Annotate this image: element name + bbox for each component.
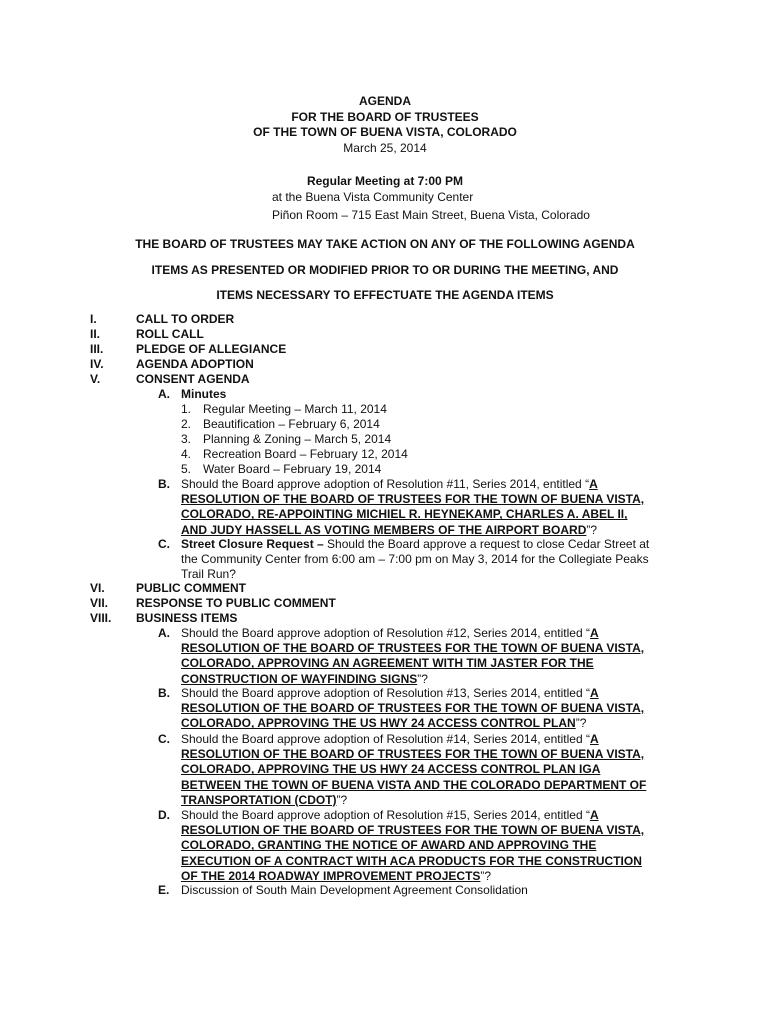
- resolution-title: RESOLUTION OF THE BOARD OF TRUSTEES FOR THE TOWN OF BUENA VISTA,: [181, 747, 645, 762]
- resolution-title: A: [589, 477, 598, 491]
- minutes-number: 4.: [181, 447, 192, 461]
- item-text: Trail Run?: [181, 567, 236, 582]
- minutes-item: Regular Meeting – March 11, 2014: [203, 402, 387, 416]
- item-text: Should the Board approve adoption of Resolution #12, Series 2014, entitled “: [181, 626, 590, 640]
- minutes-number: 3.: [181, 432, 192, 446]
- agenda-header: [0, 94, 770, 156]
- section-title-agenda-adoption: AGENDA ADOPTION: [136, 357, 254, 371]
- item-text: Should the Board approve adoption of Resolution #11, Series 2014, entitled “: [181, 477, 590, 491]
- item-letter: A.: [158, 387, 170, 401]
- header-agenda: AGENDA: [358, 94, 411, 108]
- notice-line-1: THE BOARD OF TRUSTEES MAY TAKE ACTION ON ANY OF THE FOLLOWING AGENDA: [135, 237, 635, 251]
- item-text: ”?: [336, 792, 348, 807]
- resolution-title: A: [589, 808, 599, 822]
- resolution-title: EXECUTION OF A CONTRACT WITH ACA PRODUCTS FOR THE CONSTRUCTION: [181, 853, 642, 868]
- item-text: the Community Center from 6:00 am – 7:00 pm on May 3, 2014 for the Collegiate Peaks: [181, 552, 649, 567]
- item-text: ”?: [417, 671, 428, 686]
- item-letter: C.: [158, 537, 170, 551]
- minutes-item: Water Board – February 19, 2014: [203, 462, 382, 476]
- section-title-public-comment: PUBLIC COMMENT: [136, 581, 246, 595]
- item-letter: B.: [158, 686, 170, 700]
- resolution-title: RESOLUTION OF THE BOARD OF TRUSTEES FOR THE TOWN OF BUENA VISTA,: [181, 701, 645, 716]
- item-text: ”?: [586, 522, 598, 537]
- resolution-title: BETWEEN THE TOWN OF BUENA VISTA AND THE COLORADO DEPARTMENT OF: [181, 777, 647, 792]
- consent-item-c: [181, 537, 677, 583]
- item-letter: A.: [158, 626, 170, 640]
- resolution-title: AND JUDY HASSELL AS VOTING MEMBERS OF THE AIRPORT BOARD: [181, 522, 587, 537]
- resolution-title: A: [589, 686, 599, 700]
- section-numeral: VIII.: [90, 611, 112, 625]
- business-item-b: [181, 686, 677, 732]
- resolution-title: COLORADO, APPROVING AN AGREEMENT WITH TIM JASTER FOR THE: [181, 656, 594, 671]
- resolution-title: RESOLUTION OF THE BOARD OF TRUSTEES FOR THE TOWN OF BUENA VISTA,: [181, 823, 645, 838]
- minutes-number: 5.: [181, 462, 192, 476]
- section-numeral: I.: [90, 312, 97, 326]
- resolution-title: COLORADO, APPROVING THE US HWY 24 ACCESS CONTROL PLAN: [181, 716, 576, 731]
- section-title-pledge: PLEDGE OF ALLEGIANCE: [136, 342, 287, 356]
- resolution-title: RESOLUTION OF THE BOARD OF TRUSTEES FOR THE TOWN OF BUENA VISTA,: [181, 492, 645, 507]
- section-numeral: II.: [90, 327, 101, 341]
- section-title-call-to-order: CALL TO ORDER: [136, 312, 235, 326]
- header-board: FOR THE BOARD OF TRUSTEES: [291, 109, 479, 124]
- section-numeral: IV.: [90, 357, 104, 371]
- business-item-e: Discussion of South Main Development Agreement Consolidation: [181, 883, 528, 897]
- resolution-title: OF THE 2014 ROADWAY IMPROVEMENT PROJECTS: [181, 868, 481, 883]
- item-text: Should the Board approve a request to close Cedar Street at: [323, 537, 650, 551]
- business-item-a: [181, 626, 677, 687]
- resolution-title: COLORADO, APPROVING THE US HWY 24 ACCESS CONTROL PLAN IGA: [181, 762, 601, 777]
- minutes-number: 1.: [181, 402, 192, 416]
- header-town: OF THE TOWN OF BUENA VISTA, COLORADO: [253, 125, 517, 139]
- section-numeral: VII.: [90, 596, 109, 610]
- business-item-c: [181, 732, 677, 808]
- venue-line-2: Piñon Room – 715 East Main Street, Buena Vista, Colorado: [272, 208, 590, 222]
- resolution-title: COLORADO, RE-APPOINTING MICHIEL R. HEYNEKAMP, CHARLES A. ABEL II,: [181, 507, 628, 522]
- section-title-roll-call: ROLL CALL: [136, 327, 204, 341]
- notice-line-2: ITEMS AS PRESENTED OR MODIFIED PRIOR TO OR DURING THE MEETING, AND: [151, 263, 619, 277]
- item-letter: B.: [158, 477, 170, 491]
- item-text: Should the Board approve adoption of Resolution #13, Series 2014, entitled “: [181, 686, 590, 700]
- resolution-title: COLORADO, GRANTING THE NOTICE OF AWARD AND APPROVING THE: [181, 838, 597, 853]
- resolution-title: A: [589, 732, 599, 746]
- item-letter: E.: [158, 883, 170, 897]
- resolution-title: CONSTRUCTION OF WAYFINDING SIGNS: [181, 671, 418, 686]
- business-item-d: [181, 808, 677, 884]
- minutes-item: Recreation Board – February 12, 2014: [203, 447, 408, 461]
- section-title-business-items: BUSINESS ITEMS: [136, 611, 238, 625]
- minutes-number: 2.: [181, 417, 192, 431]
- item-text: ”?: [480, 868, 492, 883]
- consent-item-b: [181, 477, 677, 538]
- section-title-response: RESPONSE TO PUBLIC COMMENT: [136, 596, 336, 610]
- resolution-title: A: [589, 626, 599, 640]
- minutes-item: Beautification – February 6, 2014: [203, 417, 380, 431]
- item-text: Should the Board approve adoption of Resolution #15, Series 2014, entitled “: [181, 808, 590, 822]
- item-heading: Street Closure Request –: [181, 537, 324, 551]
- section-numeral: V.: [90, 372, 101, 386]
- item-letter: C.: [158, 732, 170, 746]
- resolution-title: RESOLUTION OF THE BOARD OF TRUSTEES FOR THE TOWN OF BUENA VISTA,: [181, 641, 645, 656]
- header-date: March 25, 2014: [343, 140, 427, 155]
- item-letter: D.: [158, 808, 170, 822]
- item-text: ”?: [575, 716, 587, 731]
- notice-line-3: ITEMS NECESSARY TO EFFECTUATE THE AGENDA ITEMS: [216, 288, 554, 302]
- meeting-title: Regular Meeting at 7:00 PM: [306, 174, 464, 188]
- minutes-heading: Minutes: [181, 387, 227, 401]
- venue-line-1: at the Buena Vista Community Center: [272, 190, 474, 204]
- section-title-consent-agenda: CONSENT AGENDA: [136, 372, 250, 386]
- section-numeral: VI.: [90, 581, 105, 595]
- resolution-title: TRANSPORTATION (CDOT): [181, 792, 337, 807]
- item-text: Should the Board approve adoption of Resolution #14, Series 2014, entitled “: [181, 732, 590, 746]
- section-numeral: III.: [90, 342, 104, 356]
- minutes-item: Planning & Zoning – March 5, 2014: [203, 432, 392, 446]
